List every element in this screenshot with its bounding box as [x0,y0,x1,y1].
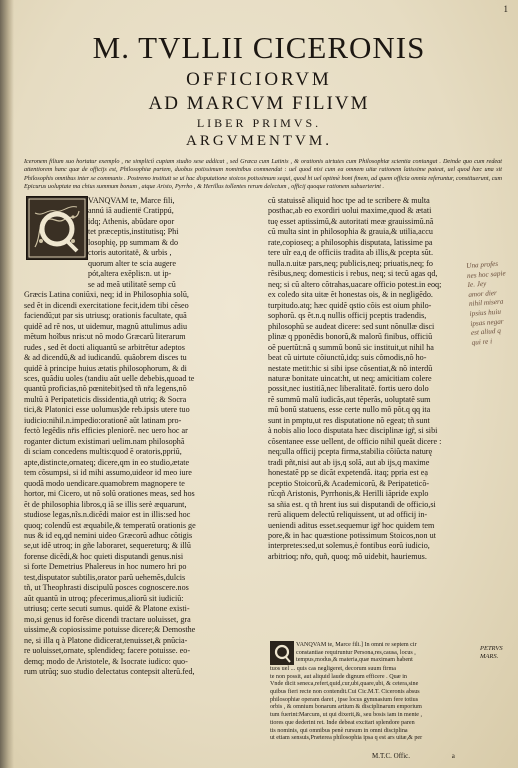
text-line: ctoris autoritatë, & urbis , [88,248,172,258]
text-line: re uoluisset,ornate, splendideq; facere potuisse. eo- [24,646,191,656]
text-line: à nobis alio loco disputata hæc disciplinæ igr̃, si sibi [268,426,438,436]
text-line: cõsentanee esse uellent, de officio nihil queãt dicere : [268,436,442,446]
commentary-line: tiores que dederint ret. Inde debeat excitari splendore paren [270,719,415,726]
commentary-line: constantiae requiruntur Persona,res,causa, locus , [296,649,416,656]
text-line: tere uĩr ea,q de officiis tradita ab illis,& pcepta sũt. [268,248,434,258]
text-line: tñ, ut Theophrasti discipulũ posces cognoscere.nos [24,583,189,593]
text-line: fectò legẽdis nr̃is efficies pleniorẽ. nec uero hoc ar [24,426,188,436]
text-line: mũ bonũ statuens, esse certe nullo mõ põt.q qq ita [268,405,431,415]
text-line: possit,nec iustitiã,nec liberalitatẽ. fortis uero dolo [268,384,429,394]
handwritten-line: Ie. Jey [467,279,487,290]
text-line: & ad dicendũ,& ad iudicandũ. quãobrem disces tu [24,353,187,363]
main-text-left-column [24,196,259,678]
handwritten-line: ipsas negar [470,317,504,328]
text-line: ueniendi aditus esset.sequemur igr̃ hoc quidem tem [268,520,435,530]
text-line: uissime,& copiosissime potuisse dicere;& Demosthe [24,625,196,635]
text-line: quidẽ ad rẽ nos, ut uidemur, magnũ attulimus adiu [24,321,188,331]
title-dedication: AD MARCVM FILIVM [148,93,370,114]
text-line: mẽtum hoĩbus nris:ut nõ modo Græcarũ literarum [24,332,186,342]
handwritten-line: est aliud q [470,326,502,337]
text-line: quoq; colendũ est æquabile,& temperatũ orationis ge [24,520,196,530]
text-line: annú iã audientë Cratippú, [88,206,174,216]
commentary-block [270,666,476,743]
text-line: se ad meã utilitatẽ semp cũ [88,279,176,289]
decorated-initial-q-small [270,641,294,665]
handwritten-line: ipsius huiu [469,307,502,318]
text-line: idq; Athenis, abũdare opor [88,216,175,226]
text-line: apte,distincte,ornateq; dicere,qm in eo studio,ætate [24,457,190,467]
commentary-line: orbis , & omnium bonarum artium & disciplinarum emporium [270,704,422,711]
text-line: beat cũ uirtute cõiunctũ,idq; suis cõmodis,nõ ho- [268,353,427,363]
text-line: tradi pñt,nisi aut ab ijs,q solã, aut ab ijs,q maxime [268,457,430,467]
text-line: tici,& Platonici esse uolumus)de reb.ipsis utere tuo [24,405,190,415]
text-line: pceptio Stoicorũ,& Academicorũ, & Peripateticõ- [268,478,430,488]
text-line: roganter dictum existimari uelim.nam philosophã [24,436,185,446]
margin-note-commentator: PETRVS MARS. [480,645,503,660]
text-line: pore,& in hac quæstione potissimum Stoicos,non ut [268,531,436,540]
text-line: rudes , sed ẽt docti aliquantũ se arbitrẽtur adeptos [24,342,185,352]
text-line: losophię, pp summam & do [88,237,179,247]
text-line: nestate metit:hic si sibi ipse cõsentiat,& nõ interdũ [268,363,433,373]
text-line: cũ statuissẽ aliquid hoc tpe ad te scribere & multa [268,196,430,205]
handwritten-line: nes hoc sapie [466,268,506,280]
text-line: sunt in pmptu,ut res disputatione nõ egeat; tñ sunt [268,415,430,425]
text-line: sophorũ. qs ẽt.n.q nullis officij pceptis tradendis, [268,311,427,321]
text-line: quodã modo uendicare.quamobrem magnopere te [24,478,185,488]
text-line: ẽt de philosophia libros,q iã se illis serè æquarunt, [24,499,187,509]
text-line: hortor, mi Cicero, ut nõ solũ orationes meas, sed hos [24,489,195,499]
text-line: sa sñia est. q tñ hrent ius sui disputandi de officio,si [268,499,436,509]
text-line: neq; si cũ altero cõtrahas,uacare officio potest.in eoq; [268,279,442,289]
text-line: mo,si genus id forẽse dicendi tractare uoluisset, gra [24,614,191,624]
text-line: sed ẽt in dicendi exercitatione fecit,idem tibi cẽseo [24,300,189,310]
page-number: 1 [503,4,508,14]
commentary-line: quibus fieri recte non contendit.Cui Cic.M.T. Ciceronis absus [270,689,420,696]
signature-mark [372,752,455,760]
section-heading-argument: ARGVMENTVM. [186,133,332,149]
text-line: aũt quantũ in utroq; pfecerimus,aliorũ sit iudiciũ: [24,593,184,603]
text-line: oẽ puertũt:nã q summũ bonũ sic instituit,ut nihil ha [268,342,434,352]
text-line: interpretes:sed,ut solemus,è fontibus eorũ iudicio, [268,541,430,551]
text-line: se,ut idẽ utroq; in gñe laboraret, sequereturq; & illũ [24,541,191,551]
text-line: nulla.n.uitæ pars,neq; publicis,neq; priuatis,neq; fo [268,258,433,268]
text-line: plinæ q pponẽdis bonorũ,& malorũ finibus, officiũ [268,332,433,342]
handwritten-margin-annotation [466,258,518,348]
text-line: VANQVAM te, Marce fili, [88,196,175,205]
commentary-first-lines [296,642,417,665]
catchword: a [451,752,455,760]
commentary-line: ut etiam sensuis,Præterea philosophia ipsa q est ars uitæ,& per [270,735,423,742]
text-line: faciendũ;ut par sis utriusq; orationis facultate, quã [24,311,187,321]
commentary-line: Vnde dicit seneca,refert,quid,cur,ubi,quare,ubi, & cetera,sine [270,681,419,688]
text-line: tet præceptis,institutisq; Phi [88,227,179,237]
text-line: posthac,ab eo exordiri uolui maxime,quod & ætati [268,206,432,216]
text-line: arbitrioq; nr̃o, quñ, quoq; mõ uidebit, hauriemus. [268,551,427,561]
text-line: Græcis Latina coniũxi, neq; id in Philosophia solũ, [24,290,189,300]
text-line: rate,copioseq; a philosophis disputata, latissime pa [268,237,433,247]
text-line: quantũ proficias,nõ pœnitebit)sed tñ nr̃a legens,nõ [24,384,187,394]
text-line: tuę esset aptissimũ,& autoritati meæ grauissimũ.nã [268,216,434,226]
text-line: studiose legas,nĩs.n.dicẽdi maior est in illis:sed hoc [24,510,191,520]
text-line: quorum alter te scia augere [88,258,176,268]
handwritten-line: Una profes [466,259,499,270]
text-line: neq;ulla officij pcepta firma,stabilia cõiũcta naturę [268,447,433,457]
text-line: cũ multa sint in philosophia & grauia,& utilia,accu [268,227,433,237]
text-line: ex coleđo sita uitæ ẽt honestas ois, & in negligẽdo. [268,290,433,300]
text-line: rum utrũq; suo studio delectatus contepsit alterũ.fed, [24,667,195,677]
commentary-line: tempus,modus,& materia,quæ maximam habent [296,657,413,664]
handwritten-line: nihil misera [468,297,504,309]
commentary-line: tuos uel ... quis cas negligeret, decorum suum firma [270,666,396,672]
handwritten-line: amor dier [468,288,498,299]
signature-text: M.T.C. Offic. [372,752,411,760]
text-line: rũ:qñ Aristonis, Pyrrhonis,& Herilli iãpride explo [268,489,429,499]
text-line: di sciam concedens multis:quod ẽ oratoris,ppriũ, [24,447,182,457]
title-book: LIBER PRIMVS. [196,116,322,130]
title-work: OFFICIORVM [186,69,332,90]
commentary-line: VANQVAM te, Marce fili.] In omni re septem cir [296,642,417,648]
text-line: tem cõsumpsi, si id mihi assumo,uideor id meo iure [24,468,192,478]
commentary-line: philosophiæ operam daret , ipse locus gymnasium fere totius [270,696,419,703]
text-line: honestatẽ pp se dicãt expetendã. itaq; ppria est eạ [268,468,428,478]
text-line: multũ à Peripateticis dissidentia,qñ utriq; & Socra [24,394,187,404]
text-line: quidẽ à principe huius ætatis philosophorum, & di [24,363,187,373]
text-line: rẽsibus,neq; domesticis i rebus, neq; si tecũ agas qd, [268,269,438,279]
commentary-line: tum fuerint:Marcum, ut qui dixerit,&, seu bosis iam in mente , [270,712,422,719]
text-line: test,disputator subtilis,orator parũ uehemẽs,dulcis [24,572,186,582]
commentary-line: tis nominis, qui omnibus penè rursum in omni disciplina [270,727,408,734]
title-author: M. TVLLII CICERONIS [92,30,426,65]
text-line: philosophũ se audeat dicere: sed sunt nõnullæ disci [268,321,435,331]
text-line: forense dicẽdi,& hoc quieti disputandi genus.nisi [24,551,184,561]
text-line: pót,altera exẽplis:n. ut ip- [88,269,172,279]
ornament-initial-icon [270,641,294,665]
commentary-line: te non possit, aut aliquid laude dignum efficere . Quæ in [270,673,407,680]
text-line: ne, si illa q à Platone didicerat,tenuisset,& pnũcia- [24,635,188,645]
text-line: demq; modo de Aristotele, & Isocrate iudico: quo- [24,656,188,666]
text-line: utriusq; certe secuti sumus. quidẽ & Platone existi- [24,604,190,614]
text-line: rerũ aliquem delectũ reliquissent, ut ad officij in- [268,510,428,520]
main-text-right-column [268,196,500,562]
text-line: sces, quãdiu uoles (tandiu aũt uelle debebis,quoad te [24,373,195,383]
argument-paragraph: Iceronem filium suo hortatur exemplo , ne simpliciì cupiam studio sese addicat , sed Græca cum Latinis , & orationis uirtutes cum Philosophiæ scientia coniungat . Deinde quo cum redeat attentiorem hanc quæ de officijs est, Philosophiæ partem, duobus potissimum nominibus commendat : uel quod nisi cum ea omnem uitæ rationem latissime pateat, uel quod hæc una sit Philosophis omnibus inter se communis . Postremo instituit se ui hac disputatione stoicos potissimum sequi, quod hi uel optimè boni finem, ad quem officia omnia referuntur, constituerunt, cum Epicurus uoluptate ma chius summum bonum , atque Aristo, Pyrrho , & Herillus tollentes rerum delectum , officij quoque rationem subuerterint . [24,158,502,190]
text-line: turpitudo.atq; hæc quidẽ qstio cõis est oium philo- [268,300,432,310]
text-line: rẽ summũ malũ iudicãs,aut tẽperãs, uoluptatẽ sum [268,394,431,404]
text-line: iudicio:nihil.n.impedio:orationẽ aũt latinam pro- [24,415,182,425]
handwritten-line: qui re i [471,337,493,347]
text-line: nus & id eq,qd nemini uideo Græcorũ adhuc cõtigis [24,531,193,540]
text-line: naturæ bonitate uincat:ht, ut neq; amicitiam colere [268,373,432,383]
text-line: si forte Demetrius Phalereus in hoc numero hri po [24,562,187,572]
